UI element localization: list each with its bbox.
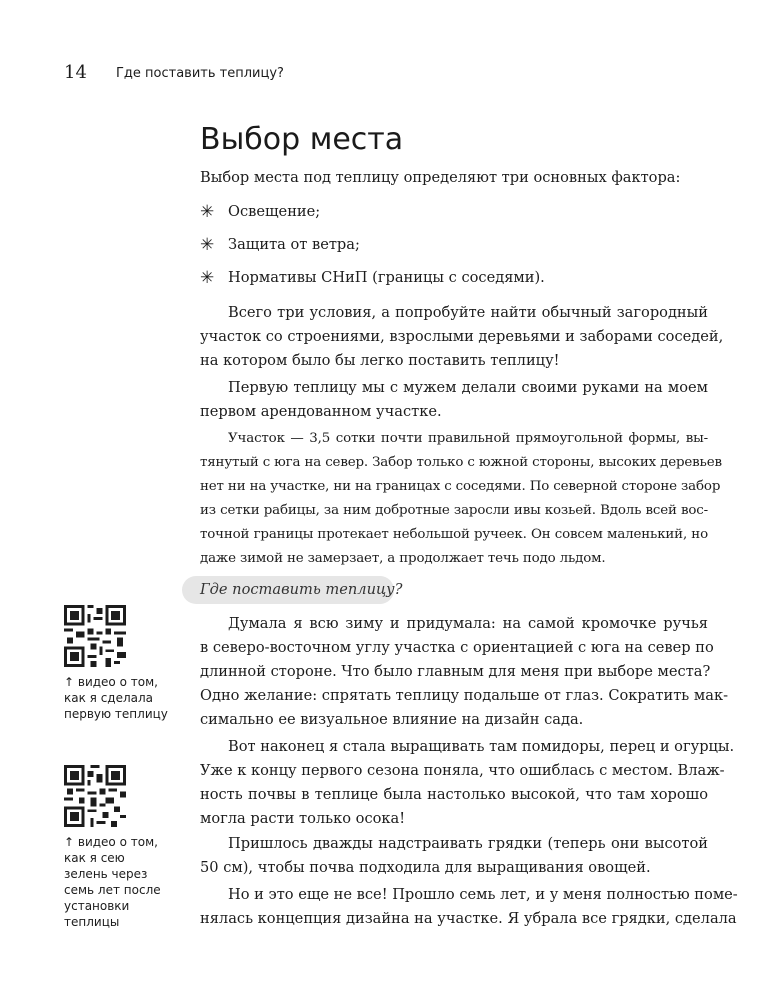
- running-title: Где поставить теплицу?: [116, 66, 284, 81]
- caption-line: установки: [64, 899, 130, 913]
- bullet-text: Нормативы СНиП (границы с соседями).: [228, 269, 545, 286]
- paragraph-line: Одно желание: спрятать теплицу подальше от глаз. Сократить мак-: [200, 687, 728, 704]
- qr-caption-2: [64, 834, 194, 930]
- paragraph-line: нет ни на участке, ни на границах с соседями. По северной стороне забор: [200, 479, 721, 494]
- section-title: Выбор места: [200, 122, 404, 157]
- caption-line: ↑ видео о том,: [64, 675, 158, 689]
- subheading: Где поставить теплицу?: [200, 581, 403, 598]
- caption-line: как я сею: [64, 851, 125, 865]
- paragraph-line: первом арендованном участке.: [200, 403, 442, 420]
- page-number: 14: [64, 62, 87, 83]
- asterisk-icon: ✳: [200, 235, 215, 255]
- qr-caption-1: [64, 674, 194, 722]
- bullet-text: Освещение;: [228, 203, 321, 220]
- caption-line: ↑ видео о том,: [64, 835, 158, 849]
- paragraph-line: из сетки рабицы, за ним добротные заросли ивы козьей. Вдоль всей вос-: [200, 503, 708, 518]
- caption-line: теплицы: [64, 915, 120, 929]
- paragraph-line: симально ее визуальное влияние на дизайн сада.: [200, 711, 584, 728]
- asterisk-icon: ✳: [200, 202, 215, 222]
- caption-line: как я сделала: [64, 691, 154, 705]
- bullet-item: [200, 233, 708, 257]
- paragraph-line: могла расти только осока!: [200, 810, 406, 827]
- bullet-item: [200, 266, 708, 290]
- qr-code-icon: [64, 765, 126, 827]
- paragraph-line: участок со строениями, взрослыми деревьями и заборами соседей,: [200, 328, 724, 345]
- paragraph-line: Уже к концу первого сезона поняла, что ошиблась с местом. Влаж-: [200, 762, 725, 779]
- paragraph-line: даже зимой не замерзает, а продолжает течь подо льдом.: [200, 551, 606, 566]
- caption-line: зелень через: [64, 867, 148, 881]
- qr-code-2[interactable]: [64, 765, 126, 827]
- subheading-pill: [182, 576, 403, 604]
- paragraph-line: ность почвы в теплице была настолько высокой, что там хорошо: [200, 786, 708, 803]
- paragraph-line: Участок — 3,5 сотки почти правильной прямоугольной формы, вы-: [228, 431, 708, 446]
- paragraph-line: Но и это еще не все! Прошло семь лет, и у меня полностью поме-: [228, 886, 738, 903]
- paragraph-line: Вот наконец я стала выращивать там помидоры, перец и огурцы.: [228, 738, 735, 755]
- paragraph-line: точной границы протекает небольшой ручеек. Он совсем маленький, но: [200, 527, 708, 542]
- caption-line: семь лет после: [64, 883, 161, 897]
- paragraph-line: длинной стороне. Что было главным для меня при выборе места?: [200, 663, 711, 680]
- caption-line: первую теплицу: [64, 707, 168, 721]
- paragraph-line: тянутый с юга на север. Забор только с южной стороны, высоких деревьев: [200, 455, 722, 470]
- paragraph-line: Всего три условия, а попробуйте найти обычный загородный: [228, 304, 708, 321]
- paragraph-line: Думала я всю зиму и придумала: на самой кромочке ручья: [228, 615, 708, 632]
- qr-code-icon: [64, 605, 126, 667]
- bullet-item: [200, 200, 708, 224]
- asterisk-icon: ✳: [200, 268, 215, 288]
- paragraph-line: 50 см), чтобы почва подходила для выращивания овощей.: [200, 859, 651, 876]
- qr-code-1[interactable]: [64, 605, 126, 667]
- intro-line: Выбор места под теплицу определяют три основных фактора:: [200, 169, 681, 186]
- paragraph-line: в северо-восточном углу участка с ориентацией с юга на север по: [200, 639, 714, 656]
- paragraph-line: на котором было бы легко поставить теплицу!: [200, 352, 560, 369]
- paragraph-line: Пришлось дважды надстраивать грядки (теперь они высотой: [228, 835, 708, 852]
- bullet-text: Защита от ветра;: [228, 236, 360, 253]
- paragraph-line: Первую теплицу мы с мужем делали своими руками на моем: [228, 379, 708, 396]
- paragraph-line: нялась концепция дизайна на участке. Я убрала все грядки, сделала: [200, 910, 737, 927]
